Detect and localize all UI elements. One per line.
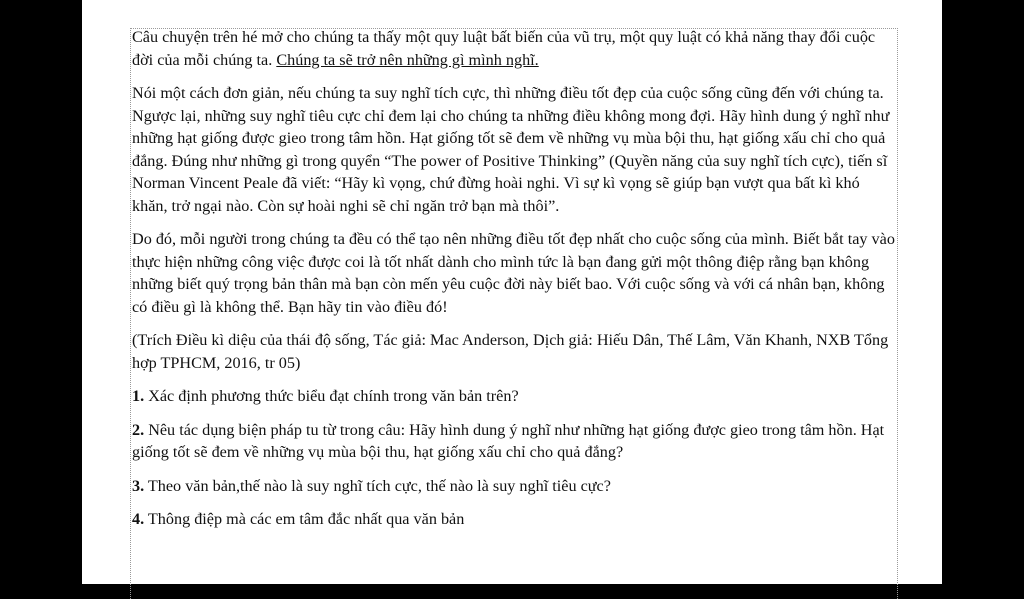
question-text: Nêu tác dụng biện pháp tu từ trong câu: Hãy hình dung ý nghĩ như những hạt giống được gieo trong tâm hồn. Hạt giống tốt sẽ đem về những vụ mùa bội thu, hạt giống xấu chỉ cho quả đắng?	[132, 420, 885, 461]
question-4	[132, 508, 898, 531]
citation: (Trích Điều kì diệu của thái độ sống, Tác giả: Mac Anderson, Dịch giả: Hiếu Dân, Thế Lâm, Văn Khanh, NXB Tổng hợp TPHCM, 2016, tr 05)	[132, 331, 889, 372]
paragraph-1	[132, 26, 898, 71]
question-text: Thông điệp mà các em tâm đắc nhất qua văn bản	[144, 510, 465, 528]
paragraph-1-text: Câu chuyện trên hé mở cho chúng ta thấy một quy luật bất biến của vũ trụ, một quy luật có khả năng thay đổi cuộc đời của mỗi chúng ta.	[132, 28, 876, 69]
question-number: 4.	[132, 510, 145, 528]
paragraph-3: Do đó, mỗi người trong chúng ta đều có thể tạo nên những điều tốt đẹp nhất cho cuộc sống của mình. Biết bắt tay vào thực hiện những công việc được coi là tốt nhất dành cho mình tức là bạn đang gửi một thông điệp rằng bạn không những biết quý trọng bản thân mà bạn còn mến yêu cuộc đời này biết bao. Với cuộc sống và với cá nhân bạn, không có điều gì là không thể. Bạn hãy tin vào điều đó!	[132, 230, 895, 316]
question-number: 2.	[132, 420, 145, 439]
question-2	[132, 419, 898, 464]
document-page	[82, 0, 942, 584]
question-number: 1.	[132, 387, 145, 405]
question-3	[132, 475, 898, 498]
paragraph-1-underlined-sentence: Chúng ta sẽ trở nên những gì mình nghĩ.	[276, 50, 539, 69]
question-1	[132, 385, 898, 408]
question-number: 3.	[132, 476, 145, 495]
question-text: Xác định phương thức biểu đạt chính trong văn bản trên?	[144, 387, 519, 405]
question-text: Theo văn bản,thế nào là suy nghĩ tích cực, thế nào là suy nghĩ tiêu cực?	[144, 476, 611, 495]
paragraph-2: Nói một cách đơn giản, nếu chúng ta suy nghĩ tích cực, thì những điều tốt đẹp của cuộc sống cũng đến với chúng ta. Ngược lại, những suy nghĩ tiêu cực chỉ đem lại cho chúng ta những điều không mong đợi. Hãy hình dung ý nghĩ như những hạt giống được gieo trong tâm hồn. Hạt giống tốt sẽ đem về những vụ mùa bội thu, hạt giống xấu chỉ cho quả đắng. Đúng như những gì trong quyển “The power of Positive Thinking” (Quyền năng của suy nghĩ tích cực), tiến sĩ Norman Vincent Peale đã viết: “Hãy kì vọng, chứ đừng hoài nghi. Vì sự kì vọng sẽ giúp bạn vượt qua bất kì khó khăn, trở ngại nào. Còn sự hoài nghi sẽ chỉ ngăn trở bạn mà thôi”.	[132, 84, 890, 215]
document-body[interactable]	[132, 26, 898, 542]
